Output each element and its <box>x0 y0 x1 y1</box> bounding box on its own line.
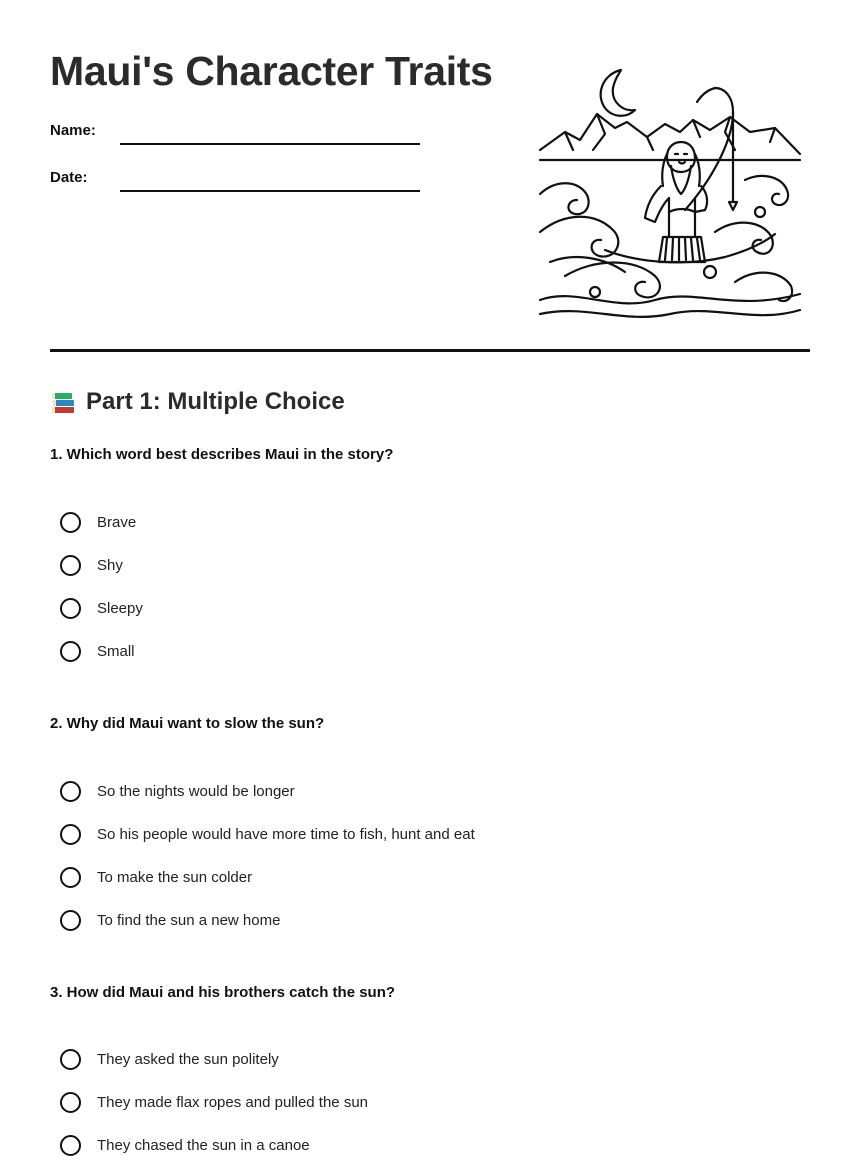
question-3: 3. How did Maui and his brothers catch the sun? <box>50 984 396 1001</box>
question-2: 2. Why did Maui want to slow the sun? <box>50 715 325 732</box>
radio-button[interactable] <box>60 824 81 845</box>
option-label: They chased the sun in a canoe <box>97 1137 310 1154</box>
moon-shape <box>601 70 635 116</box>
radio-button[interactable] <box>60 512 81 533</box>
date-label: Date: <box>50 169 88 186</box>
books-icon <box>50 389 76 415</box>
question-2-option-4[interactable] <box>60 910 280 931</box>
option-label: So his people would have more time to fish, hunt and eat <box>97 826 475 843</box>
option-label: To find the sun a new home <box>97 912 281 929</box>
date-field[interactable] <box>120 190 420 192</box>
option-label: They made flax ropes and pulled the sun <box>97 1094 369 1111</box>
radio-button[interactable] <box>60 1092 81 1113</box>
option-label: Brave <box>97 514 137 531</box>
page-title: Maui's Character Traits <box>50 48 493 94</box>
question-2-option-2[interactable] <box>60 824 475 845</box>
radio-button[interactable] <box>60 910 81 931</box>
radio-button[interactable] <box>60 598 81 619</box>
question-3-option-1[interactable] <box>60 1049 279 1070</box>
radio-button[interactable] <box>60 781 81 802</box>
radio-button[interactable] <box>60 641 81 662</box>
question-3-option-3[interactable] <box>60 1135 310 1156</box>
waves-shape <box>540 183 589 214</box>
option-label: Small <box>97 643 135 660</box>
question-2-option-1[interactable] <box>60 781 295 802</box>
question-1-option-3[interactable] <box>60 598 143 619</box>
maui-fishing-illustration <box>535 62 805 327</box>
question-1-option-4[interactable] <box>60 641 135 662</box>
question-1: 1. Which word best describes Maui in the story? <box>50 446 394 463</box>
radio-button[interactable] <box>60 1135 81 1156</box>
name-field[interactable] <box>120 143 420 145</box>
question-3-option-2[interactable] <box>60 1092 368 1113</box>
radio-button[interactable] <box>60 867 81 888</box>
radio-button[interactable] <box>60 1049 81 1070</box>
option-label: They asked the sun politely <box>97 1051 279 1068</box>
radio-button[interactable] <box>60 555 81 576</box>
header-divider <box>50 349 810 352</box>
name-label: Name: <box>50 122 96 139</box>
option-label: So the nights would be longer <box>97 783 295 800</box>
option-label: To make the sun colder <box>97 869 253 886</box>
option-label: Shy <box>97 557 123 574</box>
question-1-option-2[interactable] <box>60 555 123 576</box>
part1-title: Part 1: Multiple Choice <box>86 388 345 415</box>
question-2-option-3[interactable] <box>60 867 252 888</box>
option-label: Sleepy <box>97 600 143 617</box>
part1-heading <box>50 388 345 416</box>
question-1-option-1[interactable] <box>60 512 136 533</box>
